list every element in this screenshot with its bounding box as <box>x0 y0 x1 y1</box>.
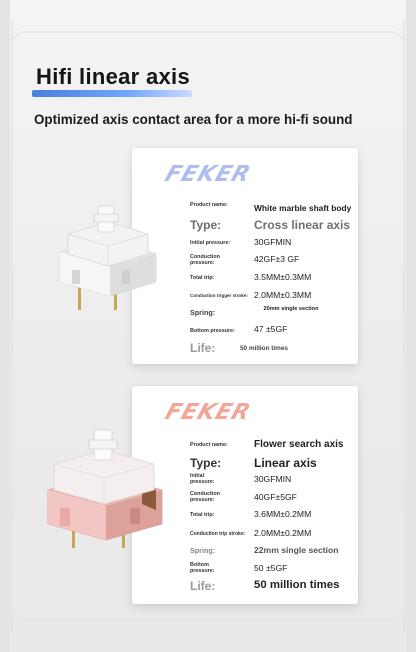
product-name-value: Flower search axis <box>254 439 344 450</box>
life-label: Life: <box>190 579 216 593</box>
spring-label: Spring: <box>190 546 216 555</box>
conduction-pressure-label: Conduction pressure: <box>190 254 220 266</box>
bottom-pressure-label: Bottom pressure: <box>190 562 215 574</box>
conduction-stroke-label: Conduction trigger stroke: <box>190 293 248 298</box>
bottom-pressure-value: 50 ±5GF <box>254 563 288 573</box>
total-trip-label: Total trip: <box>190 512 215 518</box>
white-switch-image <box>52 200 162 316</box>
type-value: Cross linear axis <box>254 218 351 232</box>
product-name-value: White marble shaft body <box>254 203 352 213</box>
life-label: Life: <box>190 341 216 355</box>
pink-switch-image <box>42 424 168 554</box>
bottom-pressure-value: 47 ±5GF <box>254 324 288 334</box>
brand-logo: FEKER <box>161 400 255 425</box>
conduction-pressure-value: 40GF±5GF <box>254 492 297 502</box>
initial-pressure-value: 30GFMIN <box>254 474 292 484</box>
bottom-pressure-label: Bottom pressure: <box>190 328 235 334</box>
total-trip-value: 3.5MM±0.3MM <box>254 272 312 282</box>
total-trip-value: 3.6MM±0.2MM <box>254 509 312 519</box>
spring-value: 20mm single section <box>263 306 319 312</box>
life-value: 50 million times <box>240 345 288 352</box>
type-label: Type: <box>190 456 222 470</box>
title-underline <box>32 90 192 97</box>
initial-pressure-label: Initial pressure: <box>190 240 231 246</box>
brand-logo: FEKER <box>161 162 255 187</box>
conduction-pressure-value: 42GF±3 GF <box>254 254 300 264</box>
page-subtitle: Optimized axis contact area for a more hi-fi sound <box>34 112 353 127</box>
life-value: 50 million times <box>254 579 340 591</box>
spec-card-white-marble <box>132 148 358 364</box>
conduction-stroke-value: 2.0MM±0.3MM <box>254 290 312 300</box>
product-name-label: Product name: <box>190 202 228 208</box>
initial-pressure-value: 30GFMIN <box>254 237 292 247</box>
product-name-label: Product name: <box>190 442 228 448</box>
conduction-stroke-value: 2.0MM±0.2MM <box>254 528 312 538</box>
conduction-stroke-label: Conduction trip stroke: <box>190 531 246 537</box>
page-title: Hifi linear axis <box>36 64 190 89</box>
type-value: Linear axis <box>254 456 317 470</box>
total-trip-label: Total trip: <box>190 275 215 281</box>
spring-label: Spring: <box>190 308 216 317</box>
initial-pressure-label: Initial pressure: <box>190 473 215 485</box>
spring-value: 22mm single section <box>254 545 339 555</box>
conduction-pressure-label: Conduction pressure: <box>190 491 220 503</box>
type-label: Type: <box>190 218 222 232</box>
